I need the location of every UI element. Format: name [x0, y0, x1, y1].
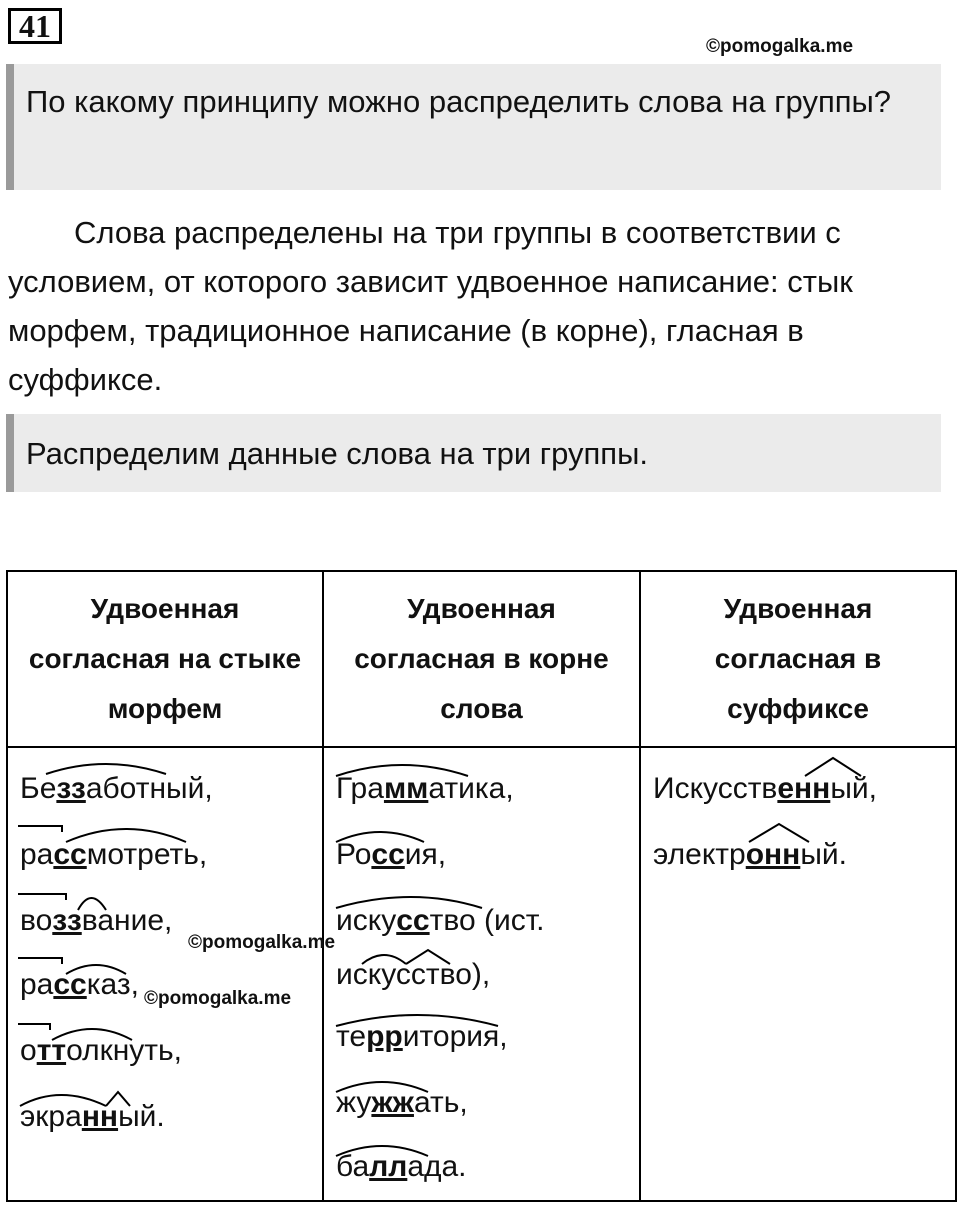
header-suffix: Удвоенная согласная в суффиксе [640, 571, 956, 747]
header-morpheme-junction: Удвоенная согласная на стыке морфем [7, 571, 323, 747]
list-item: искусство (ист. [336, 904, 545, 937]
list-item: электронный. [653, 838, 847, 871]
double-consonant: мм [383, 772, 429, 805]
list-item: баллада. [336, 1150, 467, 1183]
double-consonant: сс [371, 838, 405, 871]
list-item: рассказ, [20, 968, 139, 1001]
list-item: оттолкнуть, [20, 1034, 183, 1067]
double-consonant: сс [396, 904, 430, 937]
double-consonant: тт [36, 1034, 67, 1067]
double-consonant: зз [52, 904, 82, 937]
double-consonant: жж [371, 1086, 414, 1119]
table-body-row [7, 747, 956, 1201]
list-item: экранный. [20, 1100, 165, 1133]
words-table [6, 570, 957, 1202]
answer-paragraph: Слова распределены на три группы в соответствии с условием, от которого зависит удвоенное написание: стык морфем, традиционное написание (в корне), гласная в суффиксе. [8, 215, 853, 397]
instruction-box [6, 414, 941, 492]
table-header-row [7, 571, 956, 747]
list-item: территория, [336, 1020, 508, 1053]
column-root [323, 747, 640, 1201]
double-consonant: рр [366, 1020, 403, 1053]
list-item: Искусственный, [653, 772, 877, 805]
watermark-middle: ©pomogalka.me [188, 932, 336, 953]
column-suffix [640, 747, 956, 1201]
list-item: рассмотреть, [20, 838, 208, 871]
double-consonant: лл [369, 1150, 408, 1183]
instruction-text: Распределим данные слова на три группы. [26, 436, 648, 471]
double-consonant: енн [777, 772, 831, 805]
list-item: Беззаботный, [20, 772, 213, 805]
watermark-lower: ©pomogalka.me [144, 988, 292, 1009]
list-item: Грамматика, [336, 772, 514, 805]
list-item: Россия, [336, 838, 447, 871]
double-consonant: нн [81, 1100, 119, 1133]
header-root: Удвоенная согласная в корне слова [323, 571, 640, 747]
double-consonant: онн [745, 838, 801, 871]
double-consonant: сс [53, 838, 87, 871]
exercise-number: 41 [8, 8, 62, 44]
question-text: По какому принципу можно распределить слова на группы? [26, 84, 892, 119]
list-item: воззвание, [20, 904, 173, 937]
double-consonant: сс [53, 968, 87, 1001]
list-item: жужжать, [336, 1086, 468, 1119]
question-box [6, 64, 941, 190]
column-morpheme-junction [7, 747, 336, 1201]
list-item: искусство), [336, 958, 491, 991]
watermark-top: ©pomogalka.me [706, 36, 854, 57]
double-consonant: зз [56, 772, 86, 805]
